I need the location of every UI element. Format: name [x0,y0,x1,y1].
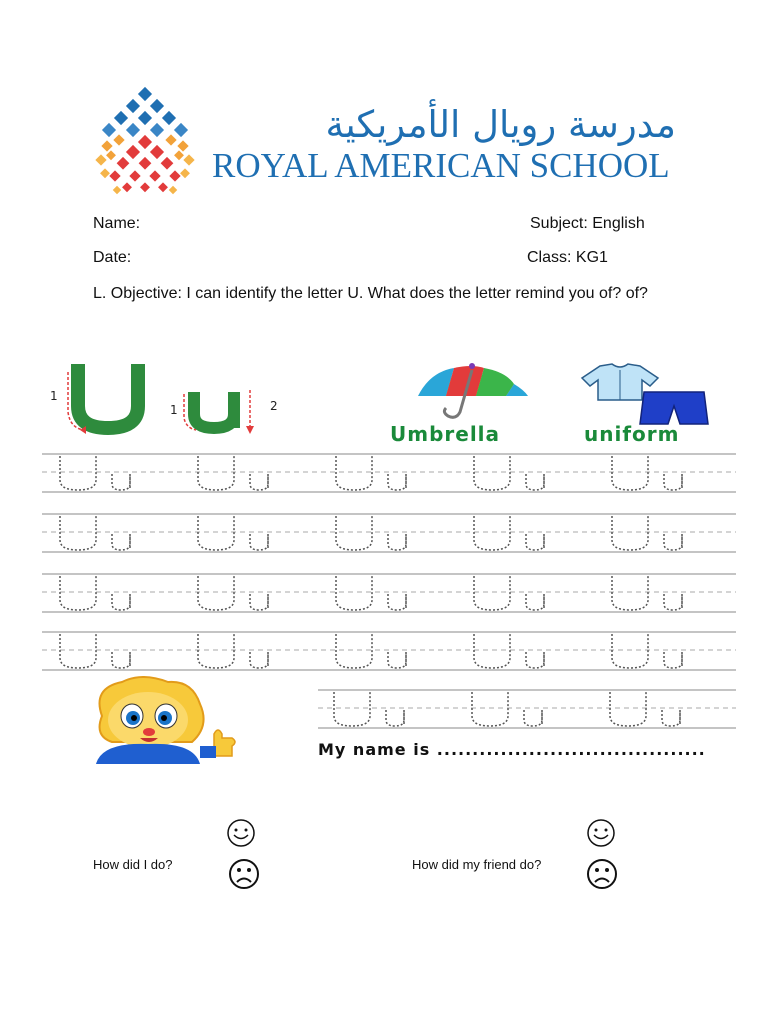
trace-uppercase-u [198,456,234,490]
trace-lowercase-u [112,474,130,490]
trace-lowercase-u [250,474,268,490]
smiley-face-icon[interactable] [586,818,616,848]
umbrella-icon [410,362,535,420]
trace-lowercase-u [664,474,682,490]
trace-lowercase-u [386,710,404,726]
trace-uppercase-u [336,634,372,668]
trace-uppercase-u [60,456,96,490]
uppercase-u-shape [78,370,138,428]
trace-lowercase-u [250,652,268,668]
arrow-head-lower [246,426,254,434]
trace-lowercase-u [526,534,544,550]
subject-label: Subject: English [530,215,645,232]
tracing-row [42,512,736,556]
trace-lowercase-u [388,534,406,550]
lion-mascot-icon [82,676,244,764]
trace-uppercase-u [336,456,372,490]
uniform-shorts-icon [638,390,710,426]
trace-uppercase-u [612,634,648,668]
school-name-english: ROYAL AMERICAN SCHOOL [212,146,670,185]
sad-face-icon[interactable] [228,858,260,890]
trace-uppercase-u [612,516,648,550]
trace-uppercase-u [334,692,370,726]
trace-uppercase-u [336,576,372,610]
name-label: Name: [93,215,141,232]
trace-uppercase-u [474,634,510,668]
trace-lowercase-u [112,594,130,610]
trace-lowercase-u [664,534,682,550]
trace-uppercase-u [198,576,234,610]
uniform-word: uniform [584,422,680,446]
trace-lowercase-u [250,534,268,550]
trace-uppercase-u [60,516,96,550]
trace-uppercase-u [610,692,646,726]
trace-lowercase-u [664,652,682,668]
trace-uppercase-u [198,634,234,668]
trace-lowercase-u [664,594,682,610]
trace-lowercase-u [524,710,542,726]
stroke-number-1b: 1 [170,403,178,417]
trace-lowercase-u [388,474,406,490]
self-assessment-label: How did I do? [93,857,173,872]
trace-uppercase-u [474,456,510,490]
tracing-row [42,630,736,674]
trace-uppercase-u [198,516,234,550]
trace-uppercase-u [474,516,510,550]
my-name-line: My name is ...................................... [318,740,706,759]
letter-u-stroke-guide [44,364,294,436]
trace-uppercase-u [60,576,96,610]
trace-lowercase-u [526,474,544,490]
trace-lowercase-u [112,652,130,668]
trace-uppercase-u [474,576,510,610]
trace-uppercase-u [612,576,648,610]
trace-lowercase-u [388,652,406,668]
tracing-row [42,572,736,616]
stroke-number-1: 1 [50,389,58,403]
tracing-row-short [318,688,736,732]
sad-face-icon[interactable] [586,858,618,890]
trace-uppercase-u [472,692,508,726]
friend-assessment-label: How did my friend do? [412,857,542,872]
trace-uppercase-u [336,516,372,550]
trace-uppercase-u [612,456,648,490]
school-name-arabic: مدرسة رويال الأمريكية [325,103,676,146]
umbrella-word: Umbrella [390,422,501,446]
tracing-row [42,452,736,496]
trace-lowercase-u [388,594,406,610]
trace-lowercase-u [662,710,680,726]
trace-lowercase-u [250,594,268,610]
class-label: Class: KG1 [527,249,608,266]
trace-uppercase-u [60,634,96,668]
lowercase-u-shape [194,392,234,428]
learning-objective: L. Objective: I can identify the letter U. What does the letter remind you of? of? [93,285,648,302]
trace-lowercase-u [112,534,130,550]
date-label: Date: [93,249,132,266]
trace-lowercase-u [526,594,544,610]
school-logo-icon [92,86,198,204]
stroke-number-2: 2 [270,399,278,413]
smiley-face-icon[interactable] [226,818,256,848]
trace-lowercase-u [526,652,544,668]
